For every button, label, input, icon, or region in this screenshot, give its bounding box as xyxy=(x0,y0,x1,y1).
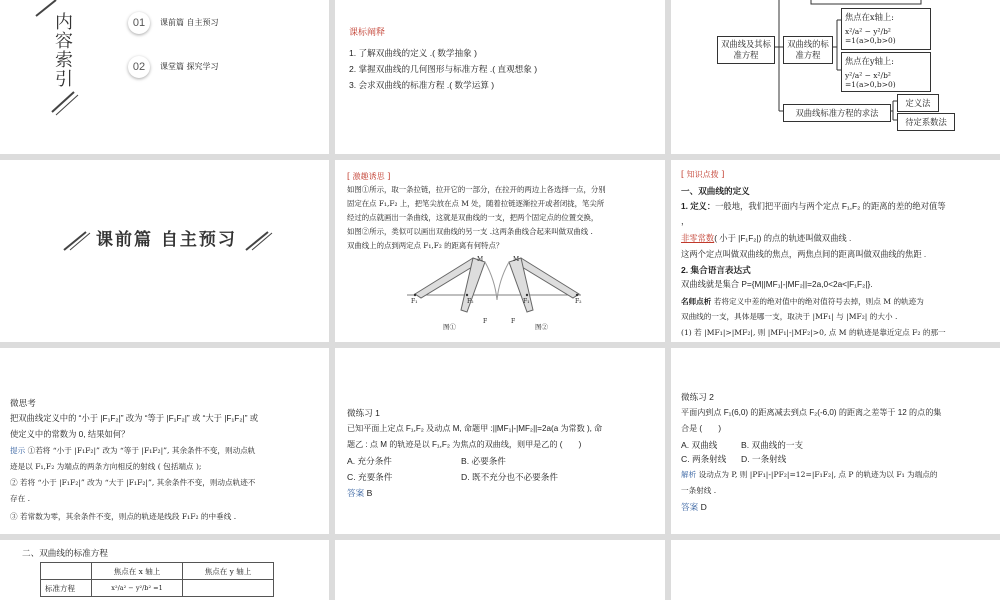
thinking-question-1: 把双曲线定义中的 “小于 |F₁F₂|” 改为 “等于 |F₁F₂|” 或 “大于 |F₁F₂|” 或 xyxy=(10,413,259,423)
tip-label: 名师点析 xyxy=(681,297,712,306)
map-root: 双曲线及其标准方程 xyxy=(717,36,775,64)
explain-line-2: 一条射线 . xyxy=(681,486,717,495)
slide-knowledge-map[interactable] xyxy=(671,0,1000,154)
tip-text-1: 若将定义中差的绝对值中的绝对值符号去掉，则点 M 的轨迹为 xyxy=(713,297,924,306)
fig2-F1: F₁ xyxy=(523,298,530,305)
map-method-definition: 定义法 xyxy=(897,94,939,112)
section-title: 课前篇 自主预习 xyxy=(96,230,237,250)
answer-label: 答案 xyxy=(347,488,365,498)
fig2-F2: F₂ xyxy=(575,298,582,305)
index-item-2[interactable]: 课堂篇 探究学习 xyxy=(160,62,219,71)
exercise1-option-c[interactable]: C. 充要条件 xyxy=(347,472,393,482)
set-expression: 双曲线就是集合 P={M||MF₁|-|MF₂||=2a,0<2a<|F₁F₂|}. xyxy=(681,279,873,289)
exercise1-question-2: 题乙 : 点 M 的轨迹是以 F₁,F₂ 为焦点的双曲线，则甲是乙的 ( ) xyxy=(347,440,582,449)
explain-text-1: 设动点为 P, 则 |PF₁|-|PF₂|=12=|F₁F₂|, 点 P 的轨迹为以 F₁ 为端点的 xyxy=(698,470,938,479)
exercise1-option-d[interactable]: D. 既不充分也不必要条件 xyxy=(461,472,558,482)
figure-1 xyxy=(415,258,497,312)
explain-line-1 xyxy=(681,470,937,479)
exercise1-heading: 微练习 1 xyxy=(347,408,380,418)
motivation-line-3: 经过的点就画出一条曲线，这就是双曲线的一支，把两个固定点的位置交换， xyxy=(347,213,599,222)
x-equation: x²/a² − y²/b² =1(a>0,b>0) xyxy=(845,27,896,45)
answer-value: B xyxy=(366,488,373,498)
fig2-M: M xyxy=(513,256,520,263)
vertical-title: 内容索引 xyxy=(52,12,73,88)
nonzero-tail: ( 小于 |F₁F₂|) 的点的轨迹叫做双曲线 . xyxy=(714,233,852,243)
hint-label: 提示 xyxy=(10,446,26,455)
answer-label: 答案 xyxy=(681,502,699,512)
hint-line-4: 存在 . xyxy=(10,494,31,503)
x-axis-equation: x²/a² − y²/b² =1 xyxy=(92,580,183,597)
exercise2-option-d[interactable]: D. 一条射线 xyxy=(741,454,787,464)
thinking-question-2: 使定义中的常数为 0, 结果如何？ xyxy=(10,429,130,439)
slide-knowledge-points[interactable] xyxy=(671,160,1000,342)
title-decoration xyxy=(0,160,329,342)
exercise2-heading: 微练习 2 xyxy=(681,392,714,402)
exercise2-answer-row xyxy=(681,502,707,512)
hint-line-3: ② 若将 “小于 |F₁F₂|” 改为 “大于 |F₁F₂|”, 其余条件不变，则动点轨迹不 xyxy=(10,478,256,487)
hint-line-5: ③ 若常数为零，其余条件不变，则点的轨迹是线段 F₁F₂ 的中垂线 . xyxy=(10,512,237,521)
zipper-figures xyxy=(335,160,665,342)
fig2-F: F xyxy=(511,318,516,325)
slide-micro-exercise-2[interactable] xyxy=(671,348,1000,534)
explain-label: 解析 xyxy=(681,470,697,479)
fig1-F: F xyxy=(483,318,488,325)
definition-section: 一、双曲线的定义 xyxy=(681,186,750,196)
exercise1-option-a[interactable]: A. 充分条件 xyxy=(347,456,392,466)
index-number-1: 01 xyxy=(128,12,150,34)
map-standard-equation: 双曲线的标准方程 xyxy=(783,36,833,64)
col-x-axis: 焦点在 x 轴上 xyxy=(92,563,183,580)
exercise2-option-a[interactable]: A. 双曲线 xyxy=(681,440,718,450)
map-x-axis-box xyxy=(841,8,931,50)
motivation-line-5: 双曲线上的点到两定点 F₁,F₂ 的距离有何特点？ xyxy=(347,241,504,250)
y-equation: y²/a² − x²/b² =1(a>0,b>0) xyxy=(845,71,896,89)
definition-line xyxy=(681,202,946,212)
slide-blank-1[interactable] xyxy=(335,540,665,600)
slide-standard-equation-table[interactable] xyxy=(0,540,329,600)
slide-content-index[interactable] xyxy=(0,0,329,154)
equation-table xyxy=(40,562,274,597)
exercise2-question-1: 平面内到点 F₁(6,0) 的距离减去到点 F₂(-6,0) 的距离之差等于 12 的点的集 xyxy=(681,408,942,417)
motivation-line-1: 如图①所示，取一条拉链，拉开它的一部分，在拉开的两边上各选择一点，分别 xyxy=(347,185,606,194)
motivation-heading: [ 激趣诱思 ] xyxy=(347,172,391,181)
exercise2-option-b[interactable]: B. 双曲线的一支 xyxy=(741,440,804,450)
exercise2-question-2: 合是 ( ) xyxy=(681,424,722,433)
fig2-caption: 图② xyxy=(535,323,548,331)
nonzero-constant: 非零常数 xyxy=(681,233,715,243)
map-y-axis-box xyxy=(841,52,931,92)
thinking-heading: 微思考 xyxy=(10,398,36,408)
curriculum-heading: 课标阐释 xyxy=(349,28,386,38)
curriculum-line-2: 2. 掌握双曲线的几何图形与标准方程 .( 直观想象 ) xyxy=(349,64,538,74)
fig1-caption: 图① xyxy=(443,323,456,331)
hint-line-2: 迹是以 F₁,F₂ 为端点的两条方向相反的射线 ( 包括端点 ); xyxy=(10,462,202,471)
figure-2 xyxy=(497,258,579,312)
map-solving-methods: 双曲线标准方程的求法 xyxy=(783,104,891,122)
curriculum-line-1: 1. 了解双曲线的定义 .( 数学抽象 ) xyxy=(349,48,477,58)
answer-value: D xyxy=(700,502,707,512)
table-heading: 二、双曲线的标准方程 xyxy=(22,548,108,558)
x-focus-label: 焦点在x轴上: xyxy=(845,12,894,22)
map-method-undetermined: 待定系数法 xyxy=(897,113,955,131)
index-number-2: 02 xyxy=(128,56,150,78)
exercise2-option-c[interactable]: C. 两条射线 xyxy=(681,454,727,464)
tip-line-1 xyxy=(681,297,924,306)
slide-blank-2[interactable] xyxy=(671,540,1000,600)
hint-line-1 xyxy=(10,446,255,455)
fig1-M: M xyxy=(477,256,484,263)
tip-line-2: 双曲线的一支，具体是哪一支，取决于 |MF₁| 与 |MF₂| 的大小 . xyxy=(681,312,898,321)
row-standard-equation: 标准方程 xyxy=(41,580,92,597)
slide-motivation[interactable] xyxy=(335,160,665,342)
exercise1-question-1: 已知平面上定点 F₁,F₂ 及动点 M, 命题甲 :||MF₁|-|MF₂||=2a(a 为常数 ), 命 xyxy=(347,424,603,433)
fig1-F2: F₂ xyxy=(467,298,474,305)
definition-comma: ， xyxy=(681,216,690,226)
curriculum-line-3: 3. 会求双曲线的标准方程 .( 数学运算 ) xyxy=(349,80,495,90)
exercise1-answer-row xyxy=(347,488,372,498)
nonzero-line xyxy=(681,234,851,244)
slide-curriculum[interactable] xyxy=(335,0,665,154)
knowledge-heading: [ 知识点拨 ] xyxy=(681,170,725,179)
slide-micro-exercise-1[interactable] xyxy=(335,348,665,534)
slide-micro-thinking[interactable] xyxy=(0,348,329,534)
index-item-1[interactable]: 课前篇 自主预习 xyxy=(160,18,219,27)
definition-text: 一般地，我们把平面内与两个定点 F₁,F₂ 的距离的差的绝对值等 xyxy=(715,201,946,211)
motivation-line-2: 固定在点 F₁,F₂ 上，把笔尖放在点 M 处，随着拉链逐渐拉开或者闭拢，笔尖所 xyxy=(347,199,605,208)
slide-section-title[interactable] xyxy=(0,160,329,342)
set-language-title: 2. 集合语言表达式 xyxy=(681,265,751,275)
definition-prefix: 1. 定义： xyxy=(681,201,716,211)
tip-line-3: (1) 若 |MF₁|>|MF₂|, 则 |MF₁|-|MF₂|>0, 点 M 的轨迹是靠近定点 F₂ 的那一 xyxy=(681,328,946,337)
hint-text-1: ①若将 “小于 |F₁F₂|” 改为 “等于 |F₁F₂|”, 其余条件不变，则动点轨 xyxy=(27,446,256,455)
col-y-axis: 焦点在 y 轴上 xyxy=(183,563,274,580)
y-focus-label: 焦点在y轴上: xyxy=(845,56,894,66)
motivation-line-4: 如图②所示，类似可以画出双曲线的另一支 .这两条曲线合起来叫做双曲线 . xyxy=(347,227,593,236)
exercise1-option-b[interactable]: B. 必要条件 xyxy=(461,456,506,466)
fig1-F1: F₁ xyxy=(411,298,418,305)
foci-definition: 这两个定点叫做双曲线的焦点，两焦点间的距离叫做双曲线的焦距 . xyxy=(681,249,927,259)
